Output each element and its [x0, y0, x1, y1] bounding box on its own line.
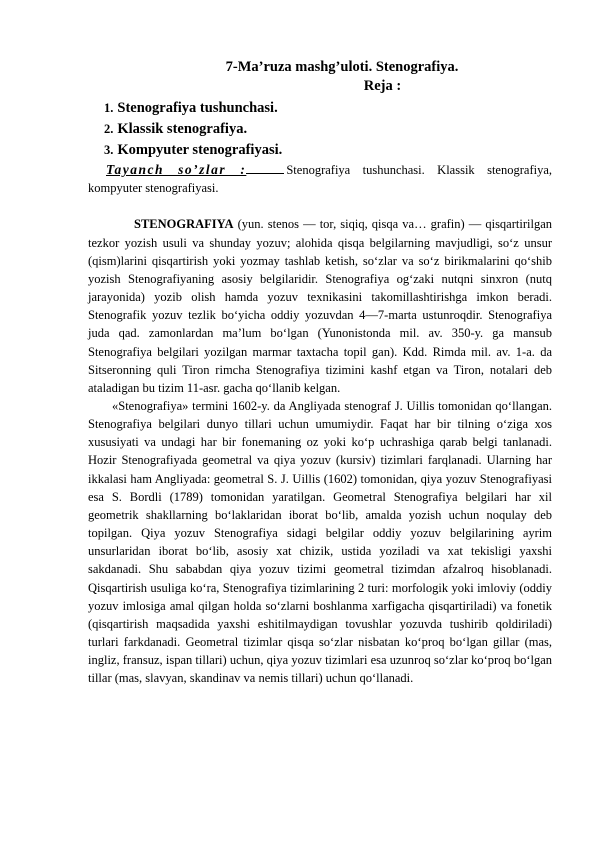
- plan-item-text: Stenografiya tushunchasi.: [117, 100, 278, 116]
- keywords-line: [88, 161, 552, 197]
- paragraph-definition-text: (yun. stenos — tor, siqiq, qisqa va… grafin) — qisqartirilgan tezkor yozish usuli va shunday yozuv; alohida qisqa belgilarning mavjudligi, so‘z unsur (qism)larini qisqartirish yoki yozmay tashlab ketish, so‘zlar va so‘z birikmalarini qo‘shib yozish Stenografiyaning asosiy belgilaridir. Stenografiya og‘zaki nutqni sinxron (nutq jarayonida) yozib olish hamda yozuv texnikasini takomillashtirishga imkon beradi. Stenografik yozuv tezlik bo‘yicha oddiy yozuvdan 4—7-marta ustunroqdir. Stenografiya juda qad. zamonlardan ma’lum bo‘lgan (Yunonistonda mil. av. 350-y. ga mansub Stenografiya belgilari yozilgan marmar taxtacha topil gan). Kdd. Rimda mil. av. 1-a. da Sitseronning quli Tiron rimcha Stenografiya tizimini kashf etgan va Tiron, notalari deb ataladigan bu tizim 11-asr. gacha qo‘llanib kelgan.: [88, 217, 552, 395]
- lecture-title: 7-Ma’ruza mashg’uloti. Stenografiya.: [225, 59, 459, 75]
- plan-item: [104, 140, 552, 161]
- plan-item-text: Kompyuter stenografiyasi.: [117, 142, 283, 158]
- term-stenografiya: STENOGRAFIYA: [134, 217, 234, 232]
- keywords-label: Tayanch so’zlar :: [106, 162, 247, 177]
- paragraph-definition: [88, 215, 552, 397]
- plan-item-number: 3.: [104, 143, 114, 157]
- plan-item: [104, 98, 552, 119]
- keywords-text: Stenografiya tushunchasi. Klassik stenografiya, kompyuter stenografiyasi.: [88, 163, 552, 196]
- plan-item-number: 2.: [104, 122, 114, 136]
- plan-item: [104, 119, 552, 140]
- plan-item-text: Klassik stenografiya.: [117, 121, 248, 137]
- paragraph-history: «Stenografiya» termini 1602-y. da Angliyada stenograf J. Uillis tomonidan qo‘llangan. Stenografiya belgilari dunyo tillari uchun umumiydir. Faqat har bir tilning o‘ziga xos xususiyati va undagi har bir fonemaning oz yoki ko‘p uchrashiga qarab belgi tanlanadi. Hozir Stenografiyada geometral va qiya yozuv (kursiv) tizimlari farqlanadi. Ularning har ikkalasi ham Angliyada: geometral S. J. Uillis (1602) tomonidan, qiya yozuv Stenografiyasi esa S. Bordli (1789) tomonidan yaratilgan. Geometral Stenografiya belgilari har xil geometrik shakllarning bo‘laklaridan iborat bo‘lib, amalda yozish uchun noqulay deb topilgan. Qiya yozuv Stenografiya sidagi belgilar oddiy yozuv belgilarining ayrim unsurlaridan iborat bo‘lib, asosiy xat chizik, ustida yoziladi va xat tekisligi yaxshi sakdanadi. Shu sababdan qiya yozuv tizimi geometral tizimdan afzalroq hisoblanadi. Qisqartirish usuliga ko‘ra, Stenografiya tizimlarining 2 turi: morfologik yoki imloviy (oddiy yozuv imlosiga amal qilgan holda so‘zlarni boshlanma xarfigacha qisqartiriladi) va fonetik (qisqartirish maqsadida yaxshi eshitilmaydigan tovushlar yozuvda tushirib qoldiriladi) turlari farkdanadi. Geometral tizimlar qisqa so‘zlar nisbatan ko‘proq bo‘lgan gillar (mas, ingliz, fransuz, ispan tillari) uchun, qiya yozuv tizimlari esa uzunroq so‘zlar ko‘proq bo‘lgan tillar (mas, slavyan, skandinav va nemis tillari) uchun qo‘llanadi.: [88, 398, 552, 686]
- plan-list: [88, 98, 552, 161]
- plan-item-number: 1.: [104, 101, 114, 115]
- keywords-underline: [246, 163, 284, 174]
- plan-heading: Reja :: [363, 78, 402, 94]
- document-page: [88, 58, 552, 687]
